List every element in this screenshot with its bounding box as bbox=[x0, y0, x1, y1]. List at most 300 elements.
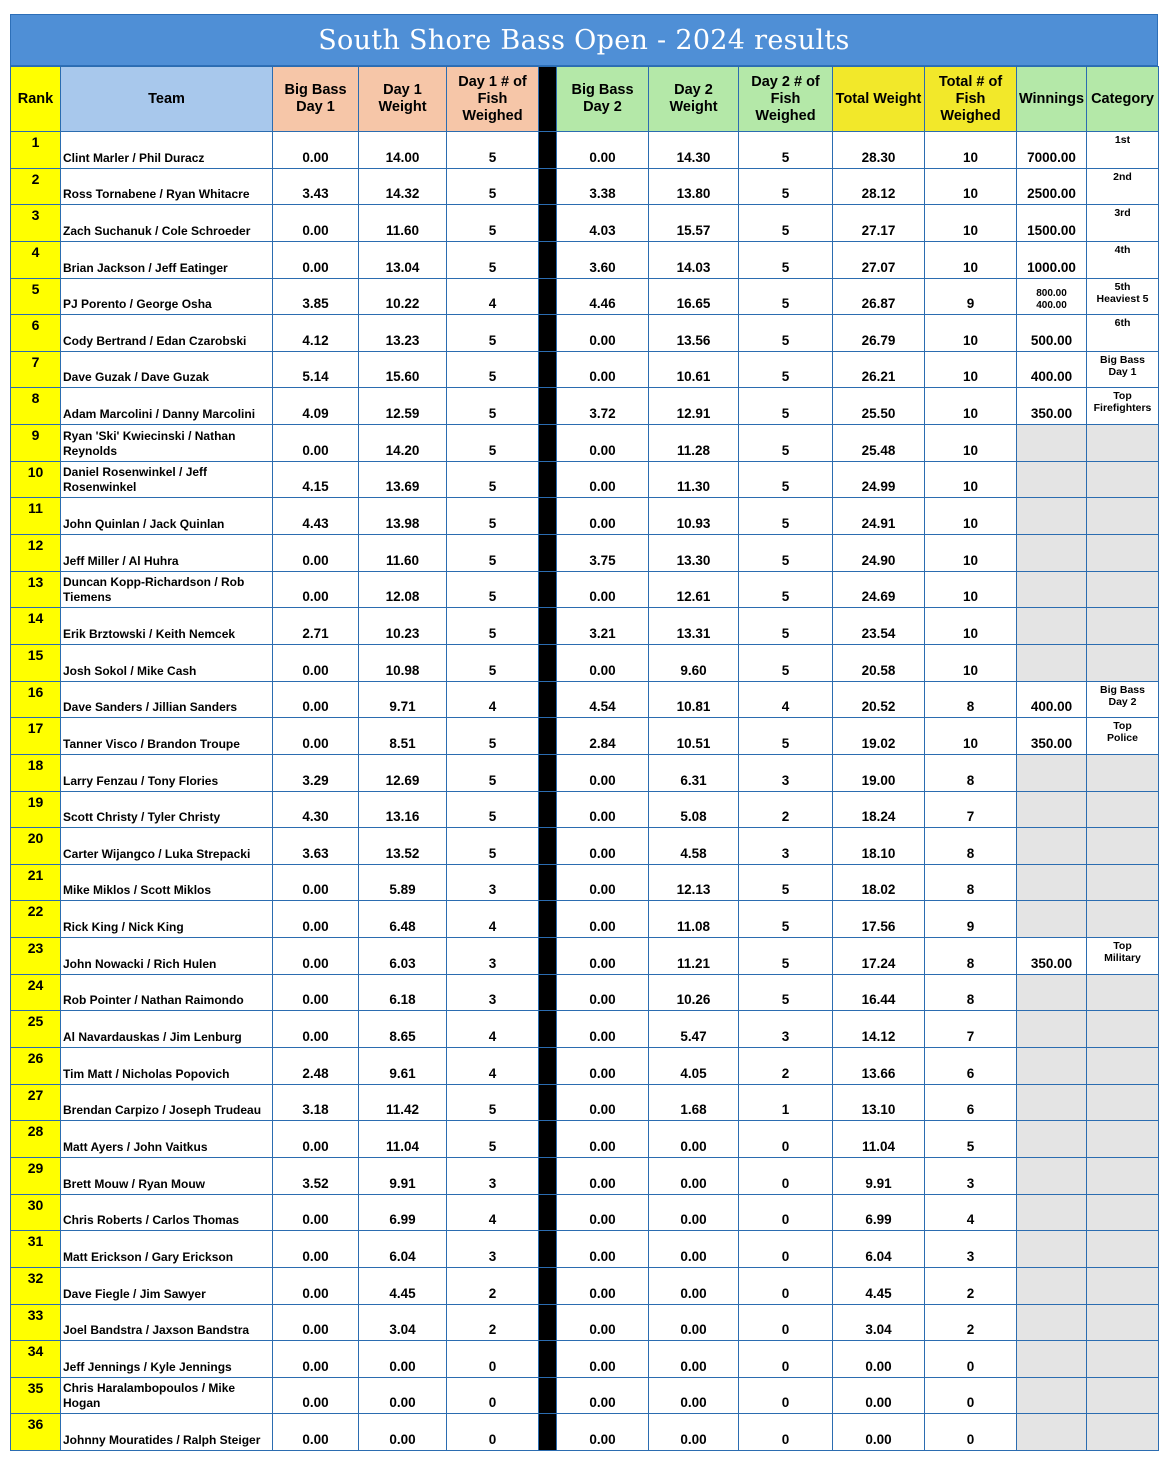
day1-weight-cell: 10.22 bbox=[359, 278, 447, 315]
day-divider-cell bbox=[539, 1414, 557, 1451]
category-line-2: Heaviest 5 bbox=[1096, 292, 1149, 305]
day2-weight-cell: 12.13 bbox=[649, 864, 739, 901]
day-divider bbox=[539, 67, 557, 132]
day1-fish-cell: 4 bbox=[447, 1048, 539, 1085]
day2-fish-cell: 5 bbox=[739, 901, 833, 938]
total-fish-cell: 10 bbox=[925, 498, 1017, 535]
winnings-cell bbox=[1017, 791, 1087, 828]
category-cell bbox=[1087, 571, 1159, 608]
team-cell: Brendan Carpizo / Joseph Trudeau bbox=[61, 1084, 273, 1121]
total-weight-cell: 3.04 bbox=[833, 1304, 925, 1341]
total-weight-cell: 23.54 bbox=[833, 608, 925, 645]
team-cell: Brett Mouw / Ryan Mouw bbox=[61, 1157, 273, 1194]
day2-fish-cell: 5 bbox=[739, 718, 833, 755]
day2-weight-cell: 4.58 bbox=[649, 828, 739, 865]
day2-fish-cell: 0 bbox=[739, 1377, 833, 1414]
day2-fish-cell: 5 bbox=[739, 351, 833, 388]
day1-fish-cell: 5 bbox=[447, 644, 539, 681]
table-row bbox=[11, 1414, 1159, 1451]
team-cell: Tim Matt / Nicholas Popovich bbox=[61, 1048, 273, 1085]
rank-cell: 30 bbox=[11, 1194, 61, 1231]
winnings-cell: 1000.00 bbox=[1017, 241, 1087, 278]
total-weight-cell: 0.00 bbox=[833, 1341, 925, 1378]
category-cell bbox=[1087, 938, 1159, 975]
day1-fish-cell: 5 bbox=[447, 791, 539, 828]
day2-weight-cell: 5.08 bbox=[649, 791, 739, 828]
day2-weight-cell: 14.30 bbox=[649, 132, 739, 169]
day1-fish-cell: 5 bbox=[447, 168, 539, 205]
day-divider-cell bbox=[539, 791, 557, 828]
table-row bbox=[11, 1084, 1159, 1121]
category-line-1: Top bbox=[1113, 940, 1132, 953]
day-divider-cell bbox=[539, 132, 557, 169]
total-fish-cell: 10 bbox=[925, 535, 1017, 572]
big-bass-day1-cell: 0.00 bbox=[273, 205, 359, 242]
table-row bbox=[11, 1231, 1159, 1268]
table-row bbox=[11, 644, 1159, 681]
rank-cell: 34 bbox=[11, 1341, 61, 1378]
total-weight-cell: 24.91 bbox=[833, 498, 925, 535]
category-cell bbox=[1087, 1157, 1159, 1194]
total-weight-cell: 28.30 bbox=[833, 132, 925, 169]
total-fish-cell: 0 bbox=[925, 1377, 1017, 1414]
team-cell: Matt Erickson / Gary Erickson bbox=[61, 1231, 273, 1268]
day1-fish-cell: 5 bbox=[447, 828, 539, 865]
header-day2-fish: Day 2 # of Fish Weighed bbox=[739, 67, 833, 132]
total-weight-cell: 24.99 bbox=[833, 461, 925, 498]
rank-cell: 26 bbox=[11, 1048, 61, 1085]
team-cell: Mike Miklos / Scott Miklos bbox=[61, 864, 273, 901]
big-bass-day2-cell: 0.00 bbox=[557, 1121, 649, 1158]
day2-fish-cell: 5 bbox=[739, 278, 833, 315]
team-cell: Zach Suchanuk / Cole Schroeder bbox=[61, 205, 273, 242]
day2-weight-cell: 4.05 bbox=[649, 1048, 739, 1085]
winnings-cell bbox=[1017, 1304, 1087, 1341]
big-bass-day1-cell: 3.63 bbox=[273, 828, 359, 865]
day1-weight-cell: 0.00 bbox=[359, 1341, 447, 1378]
day2-weight-cell: 14.03 bbox=[649, 241, 739, 278]
team-cell: Ryan 'Ski' Kwiecinski / Nathan Reynolds bbox=[61, 425, 273, 462]
day2-fish-cell: 0 bbox=[739, 1414, 833, 1451]
page-title: South Shore Bass Open - 2024 results bbox=[10, 14, 1158, 66]
category-cell bbox=[1087, 1121, 1159, 1158]
day1-weight-cell: 12.59 bbox=[359, 388, 447, 425]
winnings-cell: 350.00 bbox=[1017, 718, 1087, 755]
big-bass-day2-cell: 0.00 bbox=[557, 425, 649, 462]
day2-weight-cell: 1.68 bbox=[649, 1084, 739, 1121]
category-cell bbox=[1087, 535, 1159, 572]
day1-weight-cell: 11.60 bbox=[359, 535, 447, 572]
day1-fish-cell: 5 bbox=[447, 315, 539, 352]
table-row bbox=[11, 535, 1159, 572]
day2-fish-cell: 5 bbox=[739, 535, 833, 572]
team-cell: Johnny Mouratides / Ralph Steiger bbox=[61, 1414, 273, 1451]
day1-weight-cell: 9.71 bbox=[359, 681, 447, 718]
day2-weight-cell: 10.26 bbox=[649, 974, 739, 1011]
total-fish-cell: 8 bbox=[925, 864, 1017, 901]
total-weight-cell: 14.12 bbox=[833, 1011, 925, 1048]
category-line-1: Top bbox=[1113, 720, 1132, 733]
category-line-1: Top bbox=[1113, 390, 1132, 403]
winnings-cell bbox=[1017, 828, 1087, 865]
total-weight-cell: 6.99 bbox=[833, 1194, 925, 1231]
team-cell: Chris Haralambopoulos / Mike Hogan bbox=[61, 1377, 273, 1414]
table-row bbox=[11, 681, 1159, 718]
day1-weight-cell: 11.04 bbox=[359, 1121, 447, 1158]
winnings-cell bbox=[1017, 901, 1087, 938]
day-divider-cell bbox=[539, 1048, 557, 1085]
table-row bbox=[11, 388, 1159, 425]
total-weight-cell: 24.69 bbox=[833, 571, 925, 608]
table-row bbox=[11, 1194, 1159, 1231]
total-weight-cell: 13.66 bbox=[833, 1048, 925, 1085]
total-fish-cell: 7 bbox=[925, 1011, 1017, 1048]
big-bass-day2-cell: 3.60 bbox=[557, 241, 649, 278]
team-cell: PJ Porento / George Osha bbox=[61, 278, 273, 315]
day1-fish-cell: 4 bbox=[447, 278, 539, 315]
team-cell: Dave Fiegle / Jim Sawyer bbox=[61, 1267, 273, 1304]
winnings-cell: 500.00 bbox=[1017, 315, 1087, 352]
day-divider-cell bbox=[539, 205, 557, 242]
big-bass-day1-cell: 3.29 bbox=[273, 754, 359, 791]
table-row bbox=[11, 461, 1159, 498]
day2-weight-cell: 10.51 bbox=[649, 718, 739, 755]
day2-weight-cell: 6.31 bbox=[649, 754, 739, 791]
table-row bbox=[11, 351, 1159, 388]
day1-fish-cell: 5 bbox=[447, 388, 539, 425]
total-fish-cell: 10 bbox=[925, 168, 1017, 205]
day-divider-cell bbox=[539, 1011, 557, 1048]
table-row bbox=[11, 241, 1159, 278]
total-fish-cell: 3 bbox=[925, 1231, 1017, 1268]
big-bass-day2-cell: 0.00 bbox=[557, 132, 649, 169]
day2-fish-cell: 5 bbox=[739, 132, 833, 169]
total-weight-cell: 18.24 bbox=[833, 791, 925, 828]
big-bass-day1-cell: 0.00 bbox=[273, 1377, 359, 1414]
day1-weight-cell: 14.32 bbox=[359, 168, 447, 205]
total-weight-cell: 17.56 bbox=[833, 901, 925, 938]
winnings-cell bbox=[1017, 498, 1087, 535]
total-fish-cell: 6 bbox=[925, 1084, 1017, 1121]
total-fish-cell: 10 bbox=[925, 718, 1017, 755]
total-weight-cell: 18.10 bbox=[833, 828, 925, 865]
day1-fish-cell: 5 bbox=[447, 1121, 539, 1158]
day-divider-cell bbox=[539, 1121, 557, 1158]
rank-cell: 25 bbox=[11, 1011, 61, 1048]
big-bass-day2-cell: 0.00 bbox=[557, 828, 649, 865]
day-divider-cell bbox=[539, 828, 557, 865]
day2-fish-cell: 5 bbox=[739, 425, 833, 462]
header-winnings: Winnings bbox=[1017, 67, 1087, 132]
rank-cell: 2 bbox=[11, 168, 61, 205]
day-divider-cell bbox=[539, 1084, 557, 1121]
team-cell: Brian Jackson / Jeff Eatinger bbox=[61, 241, 273, 278]
rank-cell: 10 bbox=[11, 461, 61, 498]
day1-weight-cell: 13.16 bbox=[359, 791, 447, 828]
team-cell: Adam Marcolini / Danny Marcolini bbox=[61, 388, 273, 425]
team-cell: Duncan Kopp-Richardson / Rob Tiemens bbox=[61, 571, 273, 608]
total-fish-cell: 10 bbox=[925, 388, 1017, 425]
day1-fish-cell: 5 bbox=[447, 132, 539, 169]
total-weight-cell: 6.04 bbox=[833, 1231, 925, 1268]
category-cell bbox=[1087, 425, 1159, 462]
team-cell: Cody Bertrand / Edan Czarobski bbox=[61, 315, 273, 352]
total-weight-cell: 9.91 bbox=[833, 1157, 925, 1194]
day2-weight-cell: 11.30 bbox=[649, 461, 739, 498]
team-cell: Dave Guzak / Dave Guzak bbox=[61, 351, 273, 388]
table-row bbox=[11, 1121, 1159, 1158]
rank-cell: 23 bbox=[11, 938, 61, 975]
day2-weight-cell: 0.00 bbox=[649, 1341, 739, 1378]
day1-fish-cell: 3 bbox=[447, 864, 539, 901]
big-bass-day1-cell: 0.00 bbox=[273, 1121, 359, 1158]
day1-fish-cell: 5 bbox=[447, 425, 539, 462]
day2-weight-cell: 10.81 bbox=[649, 681, 739, 718]
big-bass-day1-cell: 0.00 bbox=[273, 1194, 359, 1231]
day1-weight-cell: 15.60 bbox=[359, 351, 447, 388]
big-bass-day1-cell: 5.14 bbox=[273, 351, 359, 388]
category-cell bbox=[1087, 718, 1159, 755]
total-weight-cell: 27.07 bbox=[833, 241, 925, 278]
total-weight-cell: 18.02 bbox=[833, 864, 925, 901]
day-divider-cell bbox=[539, 278, 557, 315]
big-bass-day1-cell: 0.00 bbox=[273, 1304, 359, 1341]
day1-weight-cell: 14.20 bbox=[359, 425, 447, 462]
day1-weight-cell: 0.00 bbox=[359, 1414, 447, 1451]
category-line-1: 2nd bbox=[1113, 170, 1132, 183]
header-big-bass-day1: Big Bass Day 1 bbox=[273, 67, 359, 132]
day1-fish-cell: 5 bbox=[447, 461, 539, 498]
winnings-cell bbox=[1017, 425, 1087, 462]
team-cell: Chris Roberts / Carlos Thomas bbox=[61, 1194, 273, 1231]
day1-fish-cell: 4 bbox=[447, 901, 539, 938]
team-cell: Jeff Jennings / Kyle Jennings bbox=[61, 1341, 273, 1378]
day2-weight-cell: 0.00 bbox=[649, 1414, 739, 1451]
rank-cell: 24 bbox=[11, 974, 61, 1011]
day2-weight-cell: 12.61 bbox=[649, 571, 739, 608]
winnings-cell bbox=[1017, 1341, 1087, 1378]
day2-weight-cell: 13.31 bbox=[649, 608, 739, 645]
rank-cell: 14 bbox=[11, 608, 61, 645]
day1-weight-cell: 11.42 bbox=[359, 1084, 447, 1121]
day1-fish-cell: 5 bbox=[447, 535, 539, 572]
total-weight-cell: 11.04 bbox=[833, 1121, 925, 1158]
day2-weight-cell: 12.91 bbox=[649, 388, 739, 425]
winnings-cell bbox=[1017, 278, 1087, 315]
big-bass-day1-cell: 0.00 bbox=[273, 864, 359, 901]
total-fish-cell: 3 bbox=[925, 1157, 1017, 1194]
total-fish-cell: 10 bbox=[925, 132, 1017, 169]
big-bass-day2-cell: 0.00 bbox=[557, 1377, 649, 1414]
big-bass-day1-cell: 0.00 bbox=[273, 425, 359, 462]
day-divider-cell bbox=[539, 718, 557, 755]
day1-weight-cell: 9.61 bbox=[359, 1048, 447, 1085]
category-cell bbox=[1087, 278, 1159, 315]
day2-fish-cell: 2 bbox=[739, 1048, 833, 1085]
big-bass-day2-cell: 0.00 bbox=[557, 1157, 649, 1194]
category-cell bbox=[1087, 1304, 1159, 1341]
header-big-bass-day2: Big Bass Day 2 bbox=[557, 67, 649, 132]
day1-weight-cell: 6.99 bbox=[359, 1194, 447, 1231]
big-bass-day2-cell: 0.00 bbox=[557, 1414, 649, 1451]
category-cell bbox=[1087, 791, 1159, 828]
day2-weight-cell: 16.65 bbox=[649, 278, 739, 315]
day1-fish-cell: 5 bbox=[447, 754, 539, 791]
category-line-1: 6th bbox=[1114, 317, 1131, 330]
day-divider-cell bbox=[539, 241, 557, 278]
day-divider-cell bbox=[539, 1231, 557, 1268]
category-cell bbox=[1087, 241, 1159, 278]
day2-fish-cell: 0 bbox=[739, 1194, 833, 1231]
results-sheet bbox=[10, 14, 1158, 1451]
day-divider-cell bbox=[539, 1341, 557, 1378]
winnings-cell: 350.00 bbox=[1017, 388, 1087, 425]
day2-fish-cell: 5 bbox=[739, 974, 833, 1011]
day2-weight-cell: 11.08 bbox=[649, 901, 739, 938]
category-cell bbox=[1087, 205, 1159, 242]
winnings-cell bbox=[1017, 754, 1087, 791]
big-bass-day2-cell: 0.00 bbox=[557, 571, 649, 608]
rank-cell: 17 bbox=[11, 718, 61, 755]
day2-fish-cell: 5 bbox=[739, 938, 833, 975]
category-line-2: Day 1 bbox=[1108, 365, 1137, 378]
day-divider-cell bbox=[539, 1377, 557, 1414]
rank-cell: 19 bbox=[11, 791, 61, 828]
big-bass-day1-cell: 0.00 bbox=[273, 132, 359, 169]
big-bass-day2-cell: 0.00 bbox=[557, 974, 649, 1011]
day2-weight-cell: 11.21 bbox=[649, 938, 739, 975]
category-cell bbox=[1087, 681, 1159, 718]
winnings-cell: 7000.00 bbox=[1017, 132, 1087, 169]
category-line-1: 1st bbox=[1114, 134, 1131, 146]
total-fish-cell: 8 bbox=[925, 974, 1017, 1011]
total-fish-cell: 10 bbox=[925, 571, 1017, 608]
winnings-cell bbox=[1017, 1157, 1087, 1194]
rank-cell: 27 bbox=[11, 1084, 61, 1121]
table-row bbox=[11, 168, 1159, 205]
day1-fish-cell: 2 bbox=[447, 1267, 539, 1304]
day1-weight-cell: 13.69 bbox=[359, 461, 447, 498]
table-row bbox=[11, 1157, 1159, 1194]
total-fish-cell: 10 bbox=[925, 351, 1017, 388]
big-bass-day2-cell: 0.00 bbox=[557, 1011, 649, 1048]
day1-fish-cell: 5 bbox=[447, 718, 539, 755]
category-cell bbox=[1087, 132, 1159, 169]
big-bass-day2-cell: 0.00 bbox=[557, 1267, 649, 1304]
winnings-cell bbox=[1017, 1267, 1087, 1304]
big-bass-day1-cell: 2.71 bbox=[273, 608, 359, 645]
day1-weight-cell: 0.00 bbox=[359, 1377, 447, 1414]
total-fish-cell: 10 bbox=[925, 205, 1017, 242]
day1-fish-cell: 0 bbox=[447, 1414, 539, 1451]
total-weight-cell: 20.52 bbox=[833, 681, 925, 718]
winnings-cell bbox=[1017, 461, 1087, 498]
day2-weight-cell: 13.80 bbox=[649, 168, 739, 205]
team-cell: Matt Ayers / John Vaitkus bbox=[61, 1121, 273, 1158]
table-row bbox=[11, 608, 1159, 645]
big-bass-day1-cell: 0.00 bbox=[273, 535, 359, 572]
day1-weight-cell: 13.23 bbox=[359, 315, 447, 352]
header-category: Category bbox=[1087, 67, 1159, 132]
day-divider-cell bbox=[539, 1267, 557, 1304]
day1-weight-cell: 13.98 bbox=[359, 498, 447, 535]
team-cell: Erik Brztowski / Keith Nemcek bbox=[61, 608, 273, 645]
table-row bbox=[11, 1341, 1159, 1378]
day1-weight-cell: 9.91 bbox=[359, 1157, 447, 1194]
big-bass-day2-cell: 4.46 bbox=[557, 278, 649, 315]
day2-fish-cell: 5 bbox=[739, 461, 833, 498]
category-cell bbox=[1087, 1084, 1159, 1121]
header-rank: Rank bbox=[11, 67, 61, 132]
day1-fish-cell: 5 bbox=[447, 571, 539, 608]
table-row bbox=[11, 1377, 1159, 1414]
category-line-1: 5th bbox=[1114, 280, 1131, 293]
total-weight-cell: 28.12 bbox=[833, 168, 925, 205]
table-body bbox=[11, 132, 1159, 1451]
rank-cell: 21 bbox=[11, 864, 61, 901]
team-cell: Dave Sanders / Jillian Sanders bbox=[61, 681, 273, 718]
total-fish-cell: 2 bbox=[925, 1267, 1017, 1304]
total-fish-cell: 10 bbox=[925, 315, 1017, 352]
table-row bbox=[11, 1011, 1159, 1048]
winnings-primary: 800.00 bbox=[1036, 288, 1067, 300]
winnings-cell bbox=[1017, 864, 1087, 901]
table-row bbox=[11, 205, 1159, 242]
day1-weight-cell: 12.08 bbox=[359, 571, 447, 608]
big-bass-day1-cell: 4.43 bbox=[273, 498, 359, 535]
winnings-cell: 400.00 bbox=[1017, 351, 1087, 388]
category-cell bbox=[1087, 901, 1159, 938]
day-divider-cell bbox=[539, 864, 557, 901]
day2-fish-cell: 0 bbox=[739, 1157, 833, 1194]
rank-cell: 33 bbox=[11, 1304, 61, 1341]
rank-cell: 20 bbox=[11, 828, 61, 865]
big-bass-day2-cell: 0.00 bbox=[557, 864, 649, 901]
rank-cell: 8 bbox=[11, 388, 61, 425]
big-bass-day2-cell: 4.03 bbox=[557, 205, 649, 242]
header-day1-weight: Day 1 Weight bbox=[359, 67, 447, 132]
day1-fish-cell: 4 bbox=[447, 1194, 539, 1231]
day1-fish-cell: 3 bbox=[447, 938, 539, 975]
big-bass-day2-cell: 0.00 bbox=[557, 754, 649, 791]
category-cell bbox=[1087, 974, 1159, 1011]
team-cell: Al Navardauskas / Jim Lenburg bbox=[61, 1011, 273, 1048]
day1-weight-cell: 10.98 bbox=[359, 644, 447, 681]
day2-weight-cell: 11.28 bbox=[649, 425, 739, 462]
big-bass-day2-cell: 0.00 bbox=[557, 1304, 649, 1341]
team-cell: Josh Sokol / Mike Cash bbox=[61, 644, 273, 681]
big-bass-day2-cell: 0.00 bbox=[557, 351, 649, 388]
big-bass-day2-cell: 0.00 bbox=[557, 1341, 649, 1378]
team-cell: Scott Christy / Tyler Christy bbox=[61, 791, 273, 828]
day2-weight-cell: 0.00 bbox=[649, 1194, 739, 1231]
day2-fish-cell: 5 bbox=[739, 498, 833, 535]
winnings-cell bbox=[1017, 644, 1087, 681]
big-bass-day2-cell: 4.54 bbox=[557, 681, 649, 718]
day-divider-cell bbox=[539, 315, 557, 352]
day1-fish-cell: 4 bbox=[447, 681, 539, 718]
day1-fish-cell: 0 bbox=[447, 1341, 539, 1378]
category-cell bbox=[1087, 644, 1159, 681]
category-cell bbox=[1087, 608, 1159, 645]
total-fish-cell: 6 bbox=[925, 1048, 1017, 1085]
category-cell bbox=[1087, 498, 1159, 535]
total-weight-cell: 0.00 bbox=[833, 1377, 925, 1414]
day2-weight-cell: 13.56 bbox=[649, 315, 739, 352]
rank-cell: 16 bbox=[11, 681, 61, 718]
day-divider-cell bbox=[539, 388, 557, 425]
team-cell: Jeff Miller / Al Huhra bbox=[61, 535, 273, 572]
